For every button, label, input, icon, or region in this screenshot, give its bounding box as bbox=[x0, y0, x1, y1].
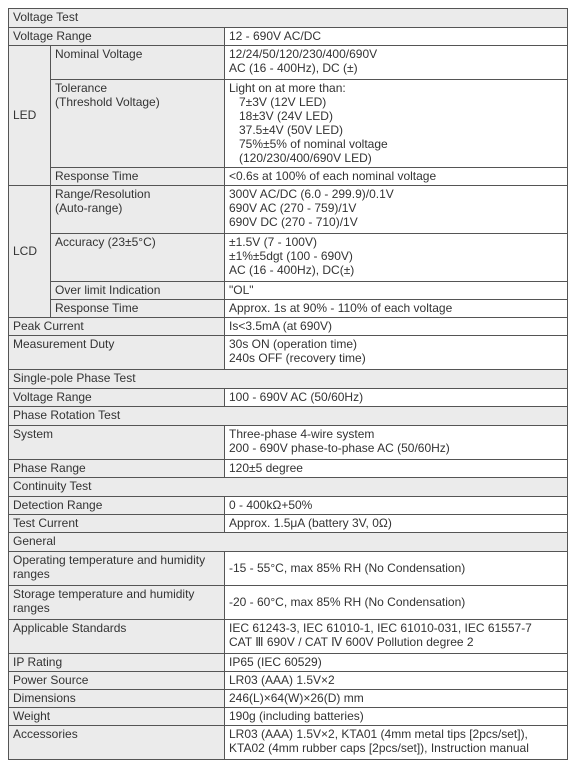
value-line: 690V DC (270 - 710)/1V bbox=[229, 215, 358, 229]
voltage-range-value: 12 - 690V AC/DC bbox=[225, 28, 568, 46]
value-line: 690V AC (270 - 759)/1V bbox=[229, 201, 357, 215]
lcd-response-value: Approx. 1s at 90% - 110% of each voltage bbox=[225, 300, 568, 318]
section-general: General bbox=[9, 533, 568, 552]
led-tolerance-label bbox=[51, 80, 225, 168]
value-line: Three-phase 4-wire system bbox=[229, 427, 375, 441]
label-line: (Auto-range) bbox=[55, 201, 123, 215]
led-group-label: LED bbox=[9, 46, 51, 186]
power-source-value: LR03 (AAA) 1.5V×2 bbox=[225, 672, 568, 690]
label-line: ranges bbox=[13, 567, 50, 581]
section-row bbox=[9, 407, 568, 426]
label-line: (Threshold Voltage) bbox=[55, 95, 160, 109]
table-row bbox=[9, 672, 568, 690]
value-line: Light on at more than: bbox=[229, 81, 346, 95]
dimensions-label: Dimensions bbox=[9, 690, 225, 708]
section-phase-rotation-test: Phase Rotation Test bbox=[9, 407, 568, 426]
measurement-duty-label: Measurement Duty bbox=[9, 336, 225, 370]
value-line: IEC 61243-3, IEC 61010-1, IEC 61010-031, IEC 61557-7 bbox=[229, 621, 532, 635]
sp-voltage-range-value: 100 - 690V AC (50/60Hz) bbox=[225, 389, 568, 407]
led-nominal-label: Nominal Voltage bbox=[51, 46, 225, 80]
led-tolerance-value bbox=[225, 80, 568, 168]
lcd-response-label: Response Time bbox=[51, 300, 225, 318]
phase-range-label: Phase Range bbox=[9, 460, 225, 478]
value-line: (120/230/400/690V LED) bbox=[239, 151, 372, 165]
measurement-duty-value bbox=[225, 336, 568, 370]
label-line: Storage temperature and humidity bbox=[13, 587, 195, 601]
value-line: 37.5±4V (50V LED) bbox=[239, 123, 343, 137]
label-line: Range/Resolution bbox=[55, 187, 151, 201]
lcd-over-limit-value: "OL" bbox=[225, 282, 568, 300]
detection-range-value: 0 - 400kΩ+50% bbox=[225, 497, 568, 515]
power-source-label: Power Source bbox=[9, 672, 225, 690]
table-row bbox=[9, 708, 568, 726]
section-single-pole-phase-test: Single-pole Phase Test bbox=[9, 370, 568, 389]
test-current-label: Test Current bbox=[9, 515, 225, 533]
table-row bbox=[9, 515, 568, 533]
section-continuity-test: Continuity Test bbox=[9, 478, 568, 497]
system-label: System bbox=[9, 426, 225, 460]
section-row bbox=[9, 533, 568, 552]
led-response-label: Response Time bbox=[51, 168, 225, 186]
lcd-over-limit-label: Over limit Indication bbox=[51, 282, 225, 300]
table-row bbox=[9, 234, 568, 282]
system-value bbox=[225, 426, 568, 460]
lcd-range-label bbox=[51, 186, 225, 234]
value-line: ±1.5V (7 - 100V) bbox=[229, 235, 317, 249]
value-line: 30s ON (operation time) bbox=[229, 337, 358, 351]
peak-current-value: Is<3.5mA (at 690V) bbox=[225, 318, 568, 336]
voltage-range-label: Voltage Range bbox=[9, 28, 225, 46]
accessories-value bbox=[225, 726, 568, 760]
value-line: 200 - 690V phase-to-phase AC (50/60Hz) bbox=[229, 441, 450, 455]
value-line: 7±3V (12V LED) bbox=[239, 95, 327, 109]
section-voltage-test: Voltage Test bbox=[9, 9, 568, 28]
lcd-group-label: LCD bbox=[9, 186, 51, 318]
detection-range-label: Detection Range bbox=[9, 497, 225, 515]
table-row bbox=[9, 426, 568, 460]
value-line: 240s OFF (recovery time) bbox=[229, 351, 366, 365]
table-row bbox=[9, 168, 568, 186]
value-line: 300V AC/DC (6.0 - 299.9)/0.1V bbox=[229, 187, 394, 201]
standards-value bbox=[225, 620, 568, 654]
table-row bbox=[9, 186, 568, 234]
table-row bbox=[9, 336, 568, 370]
accessories-label: Accessories bbox=[9, 726, 225, 760]
table-row bbox=[9, 282, 568, 300]
table-row bbox=[9, 654, 568, 672]
storage-temp-value: -20 - 60°C, max 85% RH (No Condensation) bbox=[225, 586, 568, 620]
table-row bbox=[9, 28, 568, 46]
value-line: CAT Ⅲ 690V / CAT Ⅳ 600V Pollution degree 2 bbox=[229, 635, 474, 649]
section-row bbox=[9, 9, 568, 28]
ip-rating-value: IP65 (IEC 60529) bbox=[225, 654, 568, 672]
value-line: 75%±5% of nominal voltage bbox=[239, 137, 388, 151]
sp-voltage-range-label: Voltage Range bbox=[9, 389, 225, 407]
table-row bbox=[9, 46, 568, 80]
label-line: Operating temperature and humidity bbox=[13, 553, 206, 567]
value-line: 18±3V (24V LED) bbox=[239, 109, 333, 123]
section-row bbox=[9, 370, 568, 389]
value-line: AC (16 - 400Hz), DC (±) bbox=[229, 61, 358, 75]
storage-temp-label bbox=[9, 586, 225, 620]
lcd-accuracy-value bbox=[225, 234, 568, 282]
op-temp-label bbox=[9, 552, 225, 586]
table-row bbox=[9, 497, 568, 515]
led-response-value: <0.6s at 100% of each nominal voltage bbox=[225, 168, 568, 186]
phase-range-value: 120±5 degree bbox=[225, 460, 568, 478]
led-nominal-value bbox=[225, 46, 568, 80]
value-line: KTA02 (4mm rubber caps [2pcs/set]), Instruction manual bbox=[229, 741, 529, 755]
table-row bbox=[9, 726, 568, 760]
table-row bbox=[9, 389, 568, 407]
table-row bbox=[9, 460, 568, 478]
standards-label: Applicable Standards bbox=[9, 620, 225, 654]
section-row bbox=[9, 478, 568, 497]
spec-table bbox=[8, 8, 568, 760]
table-row bbox=[9, 318, 568, 336]
label-line: Tolerance bbox=[55, 81, 108, 95]
lcd-accuracy-label: Accuracy (23±5°C) bbox=[51, 234, 225, 282]
table-row bbox=[9, 300, 568, 318]
table-row bbox=[9, 620, 568, 654]
peak-current-label: Peak Current bbox=[9, 318, 225, 336]
test-current-value: Approx. 1.5μA (battery 3V, 0Ω) bbox=[225, 515, 568, 533]
op-temp-value: -15 - 55°C, max 85% RH (No Condensation) bbox=[225, 552, 568, 586]
ip-rating-label: IP Rating bbox=[9, 654, 225, 672]
label-line: ranges bbox=[13, 601, 50, 615]
table-row bbox=[9, 80, 568, 168]
value-line: LR03 (AAA) 1.5V×2, KTA01 (4mm metal tips [2pcs/set]), bbox=[229, 727, 528, 741]
table-row bbox=[9, 690, 568, 708]
weight-value: 190g (including batteries) bbox=[225, 708, 568, 726]
weight-label: Weight bbox=[9, 708, 225, 726]
value-line: 12/24/50/120/230/400/690V bbox=[229, 47, 378, 61]
dimensions-value: 246(L)×64(W)×26(D) mm bbox=[225, 690, 568, 708]
value-line: AC (16 - 400Hz), DC(±) bbox=[229, 263, 355, 277]
table-row bbox=[9, 586, 568, 620]
lcd-range-value bbox=[225, 186, 568, 234]
value-line: ±1%±5dgt (100 - 690V) bbox=[229, 249, 353, 263]
table-row bbox=[9, 552, 568, 586]
